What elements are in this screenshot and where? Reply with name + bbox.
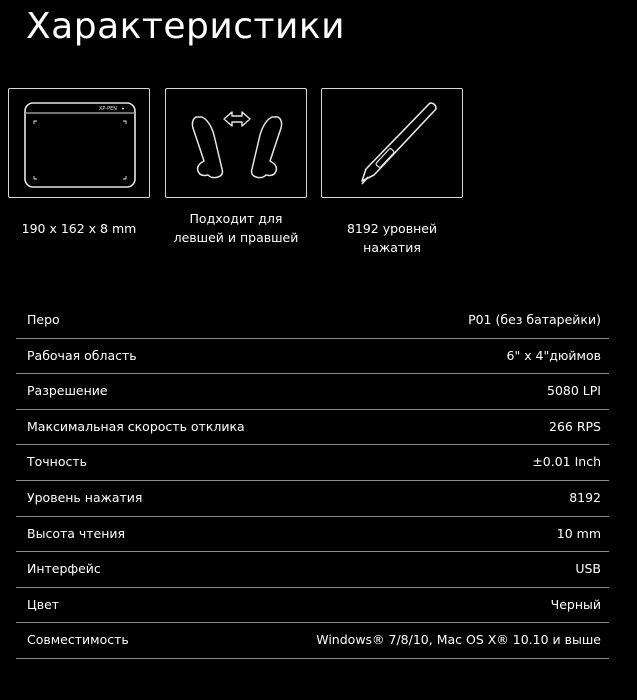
feature-card-tablet	[8, 88, 150, 198]
tablet-icon	[9, 89, 151, 199]
feature-caption-hands	[165, 209, 307, 247]
caption-line: левшей и правшей	[173, 230, 299, 245]
spec-row	[16, 303, 609, 339]
spec-value: P01 (без батарейки)	[468, 312, 601, 327]
spec-value: ±0.01 Inch	[532, 454, 601, 470]
spec-label: Максимальная скорость отклика	[27, 418, 245, 434]
spec-row	[16, 623, 609, 659]
caption-line: Подходит для	[189, 211, 283, 226]
spec-value: 8192	[569, 489, 601, 505]
spec-label: Рабочая область	[27, 347, 137, 363]
caption-line: 8192 уровней нажатия	[346, 221, 438, 255]
spec-row	[16, 445, 609, 481]
spec-label: Интерфейс	[27, 561, 101, 577]
spec-row	[16, 588, 609, 624]
spec-label: Разрешение	[27, 383, 108, 399]
feature-caption-tablet	[8, 219, 150, 238]
spec-label: Точность	[27, 454, 88, 470]
spec-label: Перо	[27, 312, 60, 327]
spec-value: Windows® 7/8/10, Mac OS X® 10.10 и выше	[316, 632, 601, 648]
feature-card-pen	[321, 88, 463, 198]
spec-value: USB	[575, 561, 601, 577]
spec-row	[16, 517, 609, 553]
spec-row	[16, 339, 609, 375]
spec-value: Черный	[550, 596, 601, 612]
spec-row	[16, 552, 609, 588]
caption-line: 190 x 162 x 8 mm	[21, 221, 137, 236]
page-title: Характеристики	[26, 6, 346, 47]
spec-row	[16, 410, 609, 446]
feature-cards	[8, 88, 468, 200]
spec-label: Совместимость	[27, 632, 129, 648]
left-right-hands-icon	[166, 89, 308, 199]
spec-label: Высота чтения	[27, 525, 126, 541]
spec-row	[16, 481, 609, 517]
spec-value: 5080 LPI	[547, 383, 601, 399]
spec-row	[16, 374, 609, 410]
spec-value: 266 RPS	[549, 418, 601, 434]
tablet-brand: XP-PEN	[98, 106, 117, 112]
spec-value: 10 mm	[556, 525, 601, 541]
spec-value: 6" x 4"дюймов	[506, 347, 601, 363]
spec-label: Уровень нажатия	[27, 489, 143, 505]
spec-label: Цвет	[27, 596, 60, 612]
feature-card-hands	[165, 88, 307, 198]
spec-table	[16, 303, 609, 659]
stylus-pen-icon	[322, 89, 464, 199]
feature-caption-pen	[321, 219, 463, 257]
